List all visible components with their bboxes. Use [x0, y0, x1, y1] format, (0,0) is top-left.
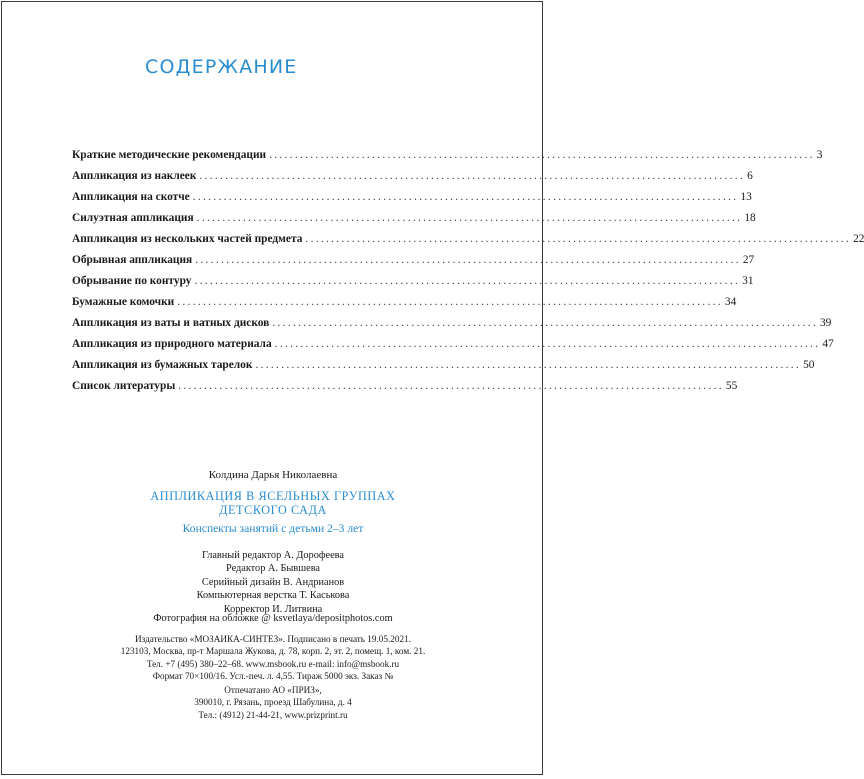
toc-leader-dots: .......................................................................................................... — [199, 170, 746, 182]
toc-entry-page: 3 — [816, 149, 823, 161]
toc-entry[interactable] — [72, 296, 737, 317]
toc-entry-label: Краткие методические рекомендации — [72, 149, 267, 161]
toc-leader-dots: .......................................................................................................... — [192, 191, 739, 203]
toc-leader-dots: .......................................................................................................... — [194, 275, 741, 287]
toc-entry[interactable] — [72, 317, 832, 338]
toc-entry-page: 13 — [740, 191, 752, 203]
toc-entry-page: 18 — [744, 212, 756, 224]
toc-leader-dots: .......................................................................................................... — [177, 296, 723, 308]
table-of-contents — [72, 149, 864, 401]
printer-line: 390010, г. Рязань, проезд Шабулина, д. 4 — [194, 697, 352, 708]
printer-line: Отпечатано АО «ПРИЗ», — [224, 685, 322, 695]
toc-entry[interactable] — [72, 233, 864, 254]
toc-leader-dots: .......................................................................................................... — [269, 149, 815, 161]
toc-entry-page: 55 — [725, 380, 738, 392]
author-name: Колдина Дарья Николаевна — [208, 469, 338, 481]
toc-entry-page: 22 — [853, 233, 864, 245]
toc-entry-label: Бумажные комочки — [72, 296, 175, 308]
editorial-credits — [2, 549, 544, 616]
toc-leader-dots: .......................................................................................................... — [305, 233, 852, 245]
toc-entry-page: 31 — [742, 275, 754, 287]
credit-line: Редактор А. Бывшева — [225, 563, 320, 575]
toc-leader-dots: .......................................................................................................... — [178, 380, 724, 392]
toc-entry[interactable] — [72, 338, 834, 359]
toc-entry[interactable] — [72, 359, 815, 380]
toc-entry-label: Аппликация из наклеек — [72, 170, 197, 182]
toc-entry[interactable] — [72, 191, 752, 212]
toc-entry[interactable] — [72, 149, 823, 170]
toc-entry[interactable] — [72, 275, 754, 296]
toc-entry[interactable] — [72, 212, 756, 233]
toc-entry-page: 47 — [822, 338, 834, 350]
toc-entry[interactable] — [72, 380, 738, 401]
toc-entry-label: Список литературы — [72, 380, 176, 392]
toc-entry-page: 34 — [724, 296, 737, 308]
publisher-line: 123103, Москва, пр-т Маршала Жукова, д. 78, корп. 2, эт. 2, помещ. 1, ком. 21. — [120, 646, 426, 657]
credit-line: Компьютерная верстка Т. Каськова — [196, 590, 350, 602]
book-title-line: АППЛИКАЦИЯ В ЯСЕЛЬНЫХ ГРУППАХ — [150, 489, 396, 503]
publisher-line: Тел. +7 (495) 380–22–68. www.msbook.ru e-mail: info@msbook.ru — [146, 658, 400, 669]
toc-entry-page: 6 — [747, 170, 753, 182]
book-subtitle: Конспекты занятий с детьми 2–3 лет — [182, 522, 364, 535]
toc-entry-page: 27 — [742, 254, 755, 266]
credit-line: Серийный дизайн В. Андрианов — [201, 576, 345, 588]
toc-entry-label: Обрывная аппликация — [72, 254, 193, 266]
toc-leader-dots: .......................................................................................................... — [195, 254, 741, 266]
book-title — [2, 489, 544, 517]
toc-entry-label: Аппликация из природного материала — [72, 338, 272, 350]
toc-leader-dots: .......................................................................................................... — [272, 317, 818, 329]
toc-entry-label: Аппликация из бумажных тарелок — [72, 359, 253, 371]
publisher-line: Формат 70×100/16. Усл.-печ. л. 4,55. Тираж 5000 экз. Заказ № — [152, 670, 394, 681]
toc-entry[interactable] — [72, 254, 755, 275]
document-page — [1, 1, 864, 775]
publisher-line: Издательство «МОЗАИКА-СИНТЕЗ». Подписано в печать 19.05.2021. — [135, 634, 411, 644]
toc-entry-label: Аппликация на скотче — [72, 191, 190, 203]
toc-entry[interactable] — [72, 170, 753, 191]
toc-entry-page: 50 — [803, 359, 815, 371]
printer-line: Тел.: (4912) 21-44-21, www.prizprint.ru — [198, 709, 348, 720]
publisher-info — [2, 633, 544, 682]
credit-line: Корректор И. Литвина — [223, 603, 323, 615]
toc-entry-label: Аппликация из нескольких частей предмета — [72, 233, 303, 245]
credit-line: Главный редактор А. Дорофеева — [202, 550, 344, 561]
toc-entry-label: Аппликация из ваты и ватных дисков — [72, 317, 270, 329]
toc-entry-label: Обрывание по контуру — [72, 275, 192, 287]
toc-leader-dots: .......................................................................................................... — [274, 338, 821, 350]
toc-entry-label: Силуэтная аппликация — [72, 212, 194, 224]
toc-leader-dots: .......................................................................................................... — [255, 359, 802, 371]
toc-leader-dots: .......................................................................................................... — [196, 212, 743, 224]
book-title-line: ДЕТСКОГО САДА — [219, 503, 327, 517]
printer-info — [2, 684, 544, 721]
toc-entry-page: 39 — [819, 317, 832, 329]
cover-photo-credit: Фотография на обложке @ ksvetlaya/depositphotos.com — [153, 613, 393, 624]
contents-title: СОДЕРЖАНИЕ — [145, 56, 298, 78]
